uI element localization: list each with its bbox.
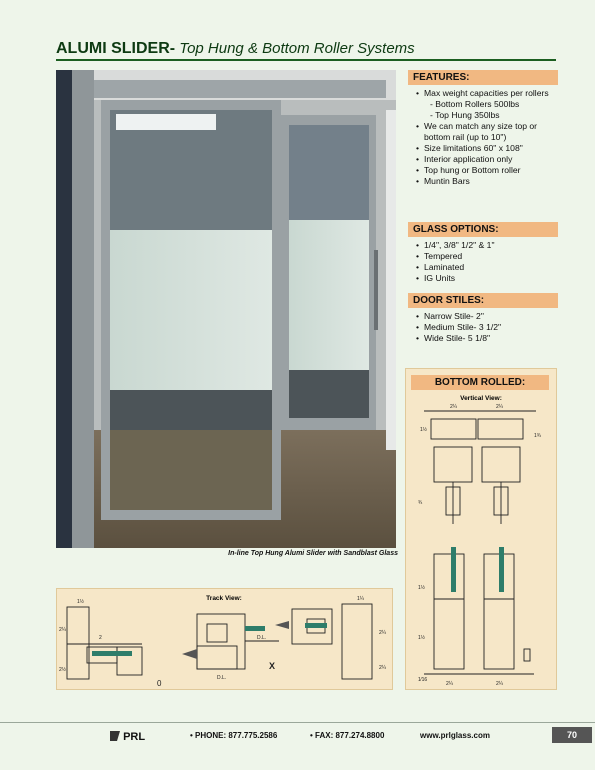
- list-item: • Interior application only: [416, 154, 558, 165]
- glass-options-list: [416, 240, 558, 284]
- list-item: • Medium Stile- 3 1/2": [416, 322, 558, 333]
- bottom-rolled-heading-wrap: [405, 372, 555, 390]
- svg-text:2¼: 2¼: [379, 665, 386, 671]
- list-item: • Muntin Bars: [416, 176, 558, 187]
- svg-text:2½: 2½: [59, 667, 66, 673]
- svg-text:1½: 1½: [418, 635, 425, 641]
- list-subitem: - Bottom Rollers 500lbs: [430, 99, 520, 109]
- x-mark: X: [269, 661, 276, 671]
- product-photo: [56, 70, 396, 548]
- list-item: • Wide Stile- 5 1/8": [416, 333, 558, 344]
- list-item: • 1/4", 3/8" 1/2" & 1": [416, 240, 558, 251]
- photo-caption: In-line Top Hung Alumi Slider with Sandblast Glass: [228, 550, 398, 557]
- list-item: • Max weight capacities per rollers: [416, 88, 558, 99]
- photo-illustration: [56, 70, 396, 548]
- page-number: 70: [552, 727, 592, 743]
- track-view-label: Track View:: [206, 595, 242, 602]
- list-item: • We can match any size top or bottom rail (up to 10"): [416, 121, 558, 143]
- door-stiles-list: [416, 311, 558, 344]
- list-item: • Size limitations 60" x 108": [416, 143, 558, 154]
- svg-text:1⁄16: 1⁄16: [418, 677, 428, 683]
- list-item: • Tempered: [416, 251, 558, 262]
- dl-label: D.L.: [217, 675, 227, 681]
- svg-text:1½: 1½: [77, 599, 84, 605]
- svg-text:1¾: 1¾: [534, 433, 541, 439]
- title-rule: [56, 59, 556, 61]
- list-item: • Top hung or Bottom roller: [416, 165, 558, 176]
- features-list: [416, 88, 558, 187]
- track-view-drawing: [57, 589, 392, 689]
- prl-logo-icon: [110, 731, 120, 741]
- list-item: • IG Units: [416, 273, 558, 284]
- svg-text:2¼: 2¼: [496, 404, 503, 410]
- footer-website[interactable]: www.prlglass.com: [420, 731, 490, 740]
- bottom-rolled-drawing: [406, 369, 556, 689]
- track-view-diagram: [56, 588, 393, 690]
- svg-text:1½: 1½: [418, 585, 425, 591]
- list-item: • Narrow Stile- 2": [416, 311, 558, 322]
- features-heading: FEATURES:: [408, 70, 558, 85]
- svg-text:1¼: 1¼: [357, 596, 364, 602]
- svg-text:2: 2: [99, 635, 102, 641]
- footer-logo: [110, 731, 145, 743]
- svg-text:2¼: 2¼: [59, 627, 66, 633]
- bottom-rolled-diagram: [405, 368, 557, 690]
- footer-rule: [0, 722, 595, 723]
- page-title: [56, 40, 556, 58]
- zero-mark: 0: [157, 679, 162, 688]
- list-item: • Laminated: [416, 262, 558, 273]
- glass-options-section: [408, 222, 558, 284]
- svg-text:2¼: 2¼: [496, 681, 503, 687]
- svg-text:2¼: 2¼: [446, 681, 453, 687]
- list-subitem: - Top Hung 350lbs: [430, 110, 500, 120]
- bottom-rolled-heading: BOTTOM ROLLED:: [411, 375, 549, 390]
- title-subtitle: Top Hung & Bottom Roller Systems: [175, 40, 415, 57]
- features-section: [408, 70, 558, 187]
- svg-text:2¼: 2¼: [379, 630, 386, 636]
- svg-text:1½: 1½: [420, 427, 427, 433]
- vertical-view-label: Vertical View:: [460, 395, 502, 402]
- svg-text:¾: ¾: [418, 500, 423, 506]
- door-stiles-heading: DOOR STILES:: [408, 293, 558, 308]
- door-stiles-section: [408, 293, 558, 344]
- svg-text:2¼: 2¼: [450, 404, 457, 410]
- logo-text: PRL: [123, 731, 146, 743]
- title-main: ALUMI SLIDER-: [56, 40, 176, 57]
- dl-label-2: D.L.: [257, 635, 267, 641]
- footer-phone: • PHONE: 877.775.2586: [190, 731, 278, 740]
- footer-fax: • FAX: 877.274.8800: [310, 731, 385, 740]
- glass-options-heading: GLASS OPTIONS:: [408, 222, 558, 237]
